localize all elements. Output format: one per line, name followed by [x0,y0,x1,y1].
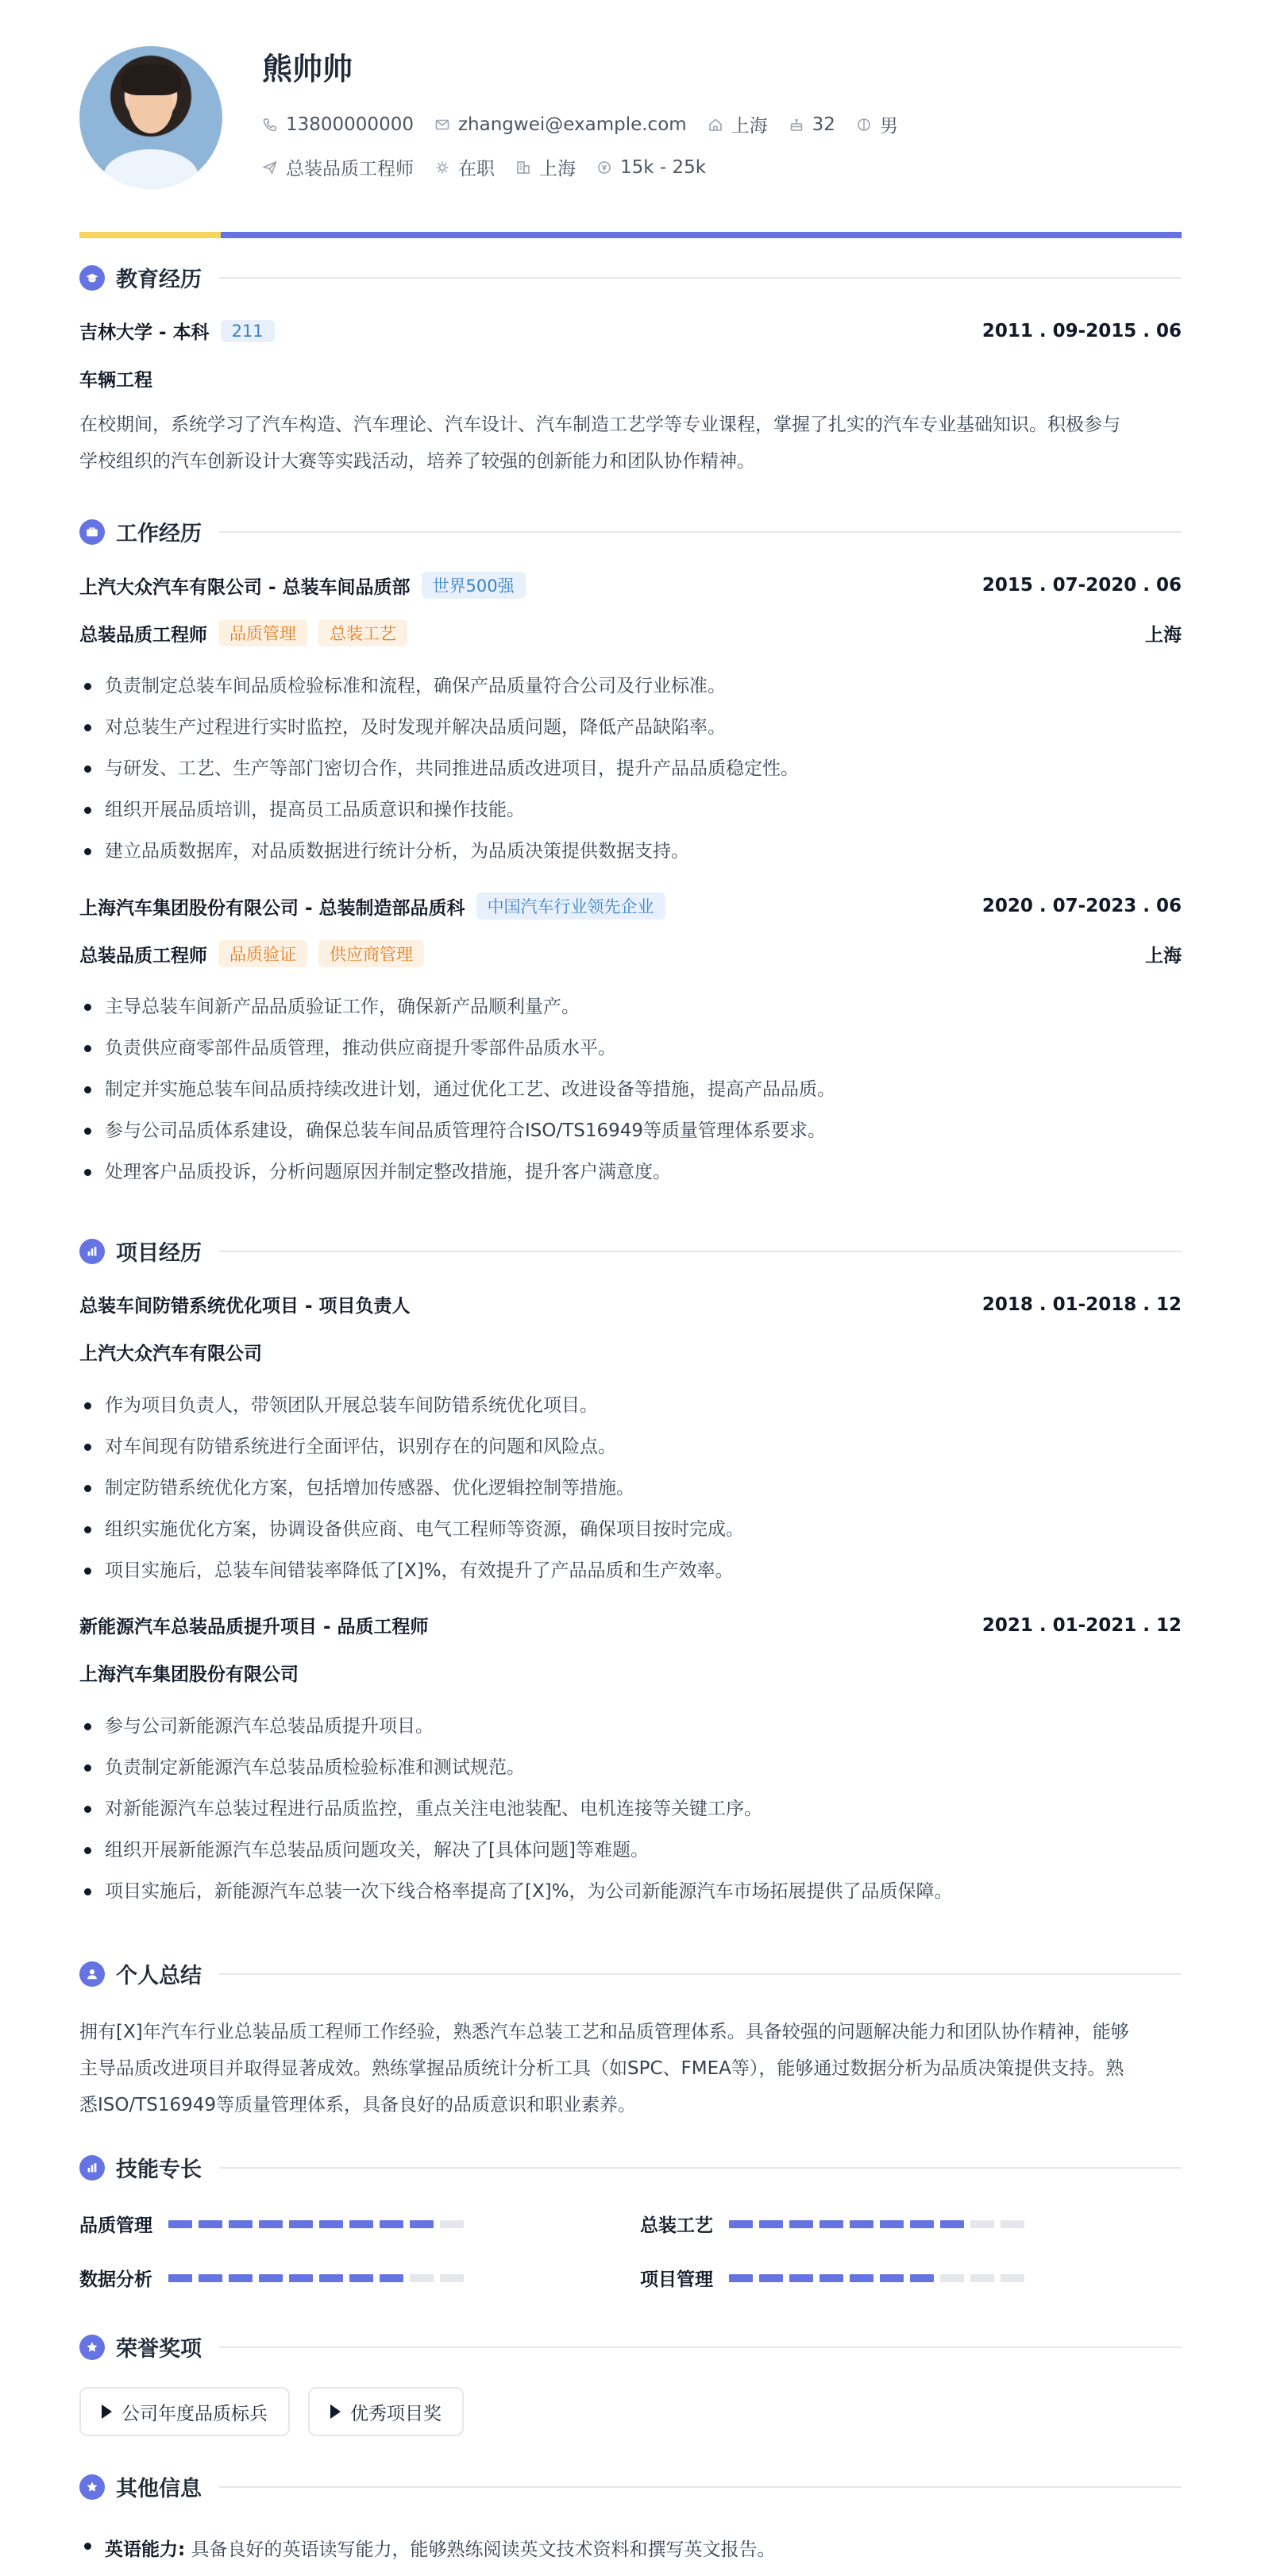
skill-level-segment [1001,2274,1024,2282]
company-name: 上汽大众汽车有限公司 - 总装车间品质部 [79,577,411,598]
phone-icon [262,117,278,133]
position-text: 总装品质工程师 [286,159,414,179]
section-education [79,262,1182,293]
major-name: 车辆工程 [79,370,152,391]
chart-icon [79,2155,105,2181]
home-icon [708,117,723,133]
other-info-text: 具备良好的英语读写能力，能够熟练阅读英文技术资料和撰写英文报告。 [191,2539,776,2560]
skill-level-bar [168,2274,464,2282]
position-item [262,154,414,180]
age-text: 32 [812,114,835,135]
skill-level-segment [910,2220,934,2228]
skill-name: 品质管理 [79,2215,152,2236]
skill-level-segment [1001,2220,1024,2228]
skill-level-segment [910,2274,934,2282]
list-item: 负责供应商零部件品质管理，推动供应商提升零部件品质水平。 [79,1028,1182,1069]
work-role-row [79,619,1182,646]
skill-tag: 供应商管理 [318,940,424,967]
intent-row [262,154,706,180]
summary-text [79,2014,1182,2123]
list-item: 对车间现有防错系统进行全面评估，识别存在的问题和风险点。 [79,1426,1182,1467]
user-icon [79,1961,105,1987]
summary-line: 拥有[X]年汽车行业总装品质工程师工作经验，熟悉汽车总装工艺和品质管理体系。具备较强的问题解决能力和团队协作精神，能够 [79,2022,1129,2042]
info-icon [79,2474,105,2500]
skill-level-segment [850,2274,873,2282]
contact-row [262,111,898,137]
skill-level-segment [789,2274,813,2282]
other-info-item [79,2535,776,2561]
skill-level-segment [319,2220,343,2228]
skill-item [79,2211,464,2237]
award-chip [79,2387,290,2436]
role-name: 总装品质工程师 [79,624,207,646]
send-icon [262,160,278,175]
list-item: 参与公司品质体系建设，确保总装车间品质管理符合ISO/TS16949等质量管理体系要求。 [79,1110,1182,1151]
skill-tag: 品质管理 [218,619,307,646]
email-text: zhangwei@example.com [457,114,687,135]
briefcase-icon [79,519,105,545]
section-title-text: 其他信息 [116,2477,202,2501]
section-awards [79,2331,1182,2362]
skill-level-segment [229,2220,253,2228]
skill-level-segment [880,2220,904,2228]
skill-item [640,2211,1024,2237]
section-title-text: 教育经历 [116,268,202,292]
skill-level-segment [819,2220,843,2228]
list-item: 对总装生产过程进行实时监控，及时发现并解决品质问题，降低产品缺陷率。 [79,707,1182,748]
work-header [79,893,1182,920]
list-item: 负责制定新能源汽车总装品质检验标准和测试规范。 [79,1747,1182,1788]
skill-level-segment [729,2274,753,2282]
skill-level-segment [789,2220,813,2228]
summary-line: 悉ISO/TS16949等质量管理体系，具备良好的品质意识和职业素养。 [79,2095,637,2115]
skill-level-segment [168,2220,192,2228]
status-text: 在职 [458,159,495,179]
skill-level-segment [259,2274,283,2282]
education-description [79,407,1182,480]
section-skills [79,2152,1182,2183]
skill-name: 项目管理 [640,2269,713,2290]
skill-level-segment [229,2274,253,2282]
skill-level-segment [289,2274,313,2282]
list-item: 主导总装车间新产品品质验证工作，确保新产品顺利量产。 [79,986,1182,1028]
phone-text: 13800000000 [286,114,414,135]
school-name: 吉林大学 - 本科 [79,322,210,343]
project-date: 2021 . 01-2021 . 12 [981,1614,1182,1636]
project-company: 上汽大众汽车有限公司 [79,1344,262,1364]
age-item [789,114,835,135]
skill-level-segment [380,2220,403,2228]
project-header [79,1291,1182,1317]
skill-level-segment [199,2274,222,2282]
education-header [79,318,1182,344]
chart-icon [79,1239,105,1264]
work-role-row [79,940,1182,967]
section-title-text: 荣誉奖项 [116,2337,202,2362]
skill-level-segment [819,2274,843,2282]
project-company-row [79,1660,1182,1686]
list-item: 组织开展品质培训，提高员工品质意识和操作技能。 [79,789,1182,831]
mail-icon [434,117,450,133]
list-item: 项目实施后，新能源汽车总装一次下线合格率提高了[X]%，为公司新能源汽车市场拓展提供了品质保障。 [79,1871,1182,1912]
skill-item [640,2265,1024,2291]
skill-level-segment [319,2274,343,2282]
role-name: 总装品质工程师 [79,945,207,966]
skill-level-segment [880,2274,904,2282]
education-description-line: 在校期间，系统学习了汽车构造、汽车理论、汽车设计、汽车制造工艺学等专业课程，掌握了扎实的汽车专业基础知识。积极参与 [79,415,1120,435]
award-icon [79,2335,105,2360]
list-item: 对新能源汽车总装过程进行品质监控，重点关注电池装配、电机连接等关键工序。 [79,1788,1182,1830]
skill-level-segment [410,2220,434,2228]
skill-level-segment [850,2220,873,2228]
school-tag: 211 [221,320,275,342]
email-item [434,114,687,135]
list-item: 作为项目负责人，带领团队开展总装车间防错系统优化项目。 [79,1385,1182,1426]
skill-tag: 总装工艺 [318,619,407,646]
gender-icon [856,117,872,133]
education-date: 2011 . 09-2015 . 06 [981,320,1182,341]
skill-tag: 品质验证 [218,940,307,967]
list-item: 制定防错系统优化方案，包括增加传感器、优化逻辑控制等措施。 [79,1467,1182,1509]
major-row [79,365,1182,391]
list-item: 制定并实施总装车间品质持续改进计划，通过优化工艺、改进设备等措施，提高产品品质。 [79,1069,1182,1110]
award-label: 公司年度品质标兵 [121,2403,268,2424]
skill-item [79,2265,464,2291]
play-icon [102,2404,112,2419]
location-item [708,111,768,137]
company-tag: 中国汽车行业领先企业 [476,893,665,920]
project-bullets [79,1706,1182,1912]
list-item: 项目实施后，总装车间错装率降低了[X]%，有效提升了产品品质和生产效率。 [79,1550,1182,1591]
skill-level-segment [440,2220,464,2228]
section-title-text: 个人总结 [116,1964,202,1988]
skill-level-bar [729,2220,1024,2228]
list-item: 建立品质数据库，对品质数据进行统计分析，为品质决策提供数据支持。 [79,831,1182,872]
section-other [79,2471,1182,2502]
building-icon [515,160,531,175]
skill-level-segment [970,2274,994,2282]
skill-level-bar [729,2274,1024,2282]
work-bullets [79,665,1182,872]
cake-icon [789,117,804,133]
skill-level-segment [729,2220,753,2228]
city-text: 上海 [539,159,576,179]
skill-level-segment [349,2220,373,2228]
list-item: 组织实施优化方案，协调设备供应商、电气工程师等资源，确保项目按时完成。 [79,1509,1182,1550]
company-tag: 世界500强 [422,572,526,599]
salary-text: 15k - 25k [620,156,707,178]
salary-item [596,157,706,178]
summary-line: 主导品质改进项目并取得显著成效。熟练掌握品质统计分析工具（如SPC、FMEA等），能够通过数据分析为品质决策提供支持。熟 [79,2058,1124,2079]
skill-level-bar [168,2220,464,2228]
skill-level-segment [759,2220,783,2228]
work-date: 2020 . 07-2023 . 06 [981,896,1182,916]
candidate-name: 熊帅帅 [262,52,353,87]
skill-level-segment [380,2274,403,2282]
location-text: 上海 [731,116,768,137]
skill-level-segment [940,2274,964,2282]
gender-text: 男 [879,116,898,137]
section-title-text: 工作经历 [116,522,202,546]
list-item: 与研发、工艺、生产等部门密切合作，共同推进品质改进项目，提升产品品质稳定性。 [79,748,1182,789]
education-description-line: 学校组织的汽车创新设计大赛等实践活动，培养了较强的创新能力和团队协作精神。 [79,451,755,472]
status-icon [434,160,450,175]
skill-level-segment [259,2220,283,2228]
avatar [79,46,222,189]
city-item [515,154,576,180]
skill-level-segment [970,2220,994,2228]
skill-level-segment [410,2274,434,2282]
project-date: 2018 . 01-2018 . 12 [981,1294,1182,1315]
work-city: 上海 [1145,624,1182,646]
section-title-text: 项目经历 [116,1241,202,1266]
skill-level-segment [168,2274,192,2282]
gender-item [856,111,898,137]
project-title: 总装车间防错系统优化项目 - 项目负责人 [79,1296,411,1317]
work-header [79,572,1182,599]
project-bullets [79,1385,1182,1591]
skill-name: 总装工艺 [640,2215,713,2236]
section-projects [79,1236,1182,1267]
section-work [79,516,1182,547]
phone-item [262,114,414,135]
header-divider [79,232,1182,238]
project-company-row [79,1339,1182,1365]
section-title-text: 技能专长 [116,2158,202,2182]
skill-level-segment [759,2274,783,2282]
coin-icon [596,160,612,175]
list-item: 处理客户品质投诉，分析问题原因并制定整改措施，提升客户满意度。 [79,1151,1182,1193]
skill-name: 数据分析 [79,2269,152,2290]
list-item: 负责制定总装车间品质检验标准和流程，确保产品质量符合公司及行业标准。 [79,665,1182,707]
project-header [79,1612,1182,1638]
play-icon [330,2404,341,2419]
skill-level-segment [199,2220,222,2228]
work-date: 2015 . 07-2020 . 06 [981,575,1182,596]
award-chip [308,2387,464,2436]
skill-level-segment [440,2274,464,2282]
status-item [434,154,495,180]
award-label: 优秀项目奖 [350,2403,442,2424]
work-city: 上海 [1145,945,1182,966]
list-item: 参与公司新能源汽车总装品质提升项目。 [79,1706,1182,1747]
section-summary [79,1958,1182,1989]
project-company: 上海汽车集团股份有限公司 [79,1664,299,1685]
skill-level-segment [349,2274,373,2282]
graduation-cap-icon [79,265,105,291]
skill-level-segment [289,2220,313,2228]
work-bullets [79,986,1182,1193]
list-item: 组织开展新能源汽车总装品质问题攻关，解决了[具体问题]等难题。 [79,1830,1182,1871]
project-title: 新能源汽车总装品质提升项目 - 品质工程师 [79,1617,429,1637]
skill-level-segment [940,2220,964,2228]
other-info-label: 英语能力: [105,2539,186,2560]
company-name: 上海汽车集团股份有限公司 - 总装制造部品质科 [79,897,465,919]
